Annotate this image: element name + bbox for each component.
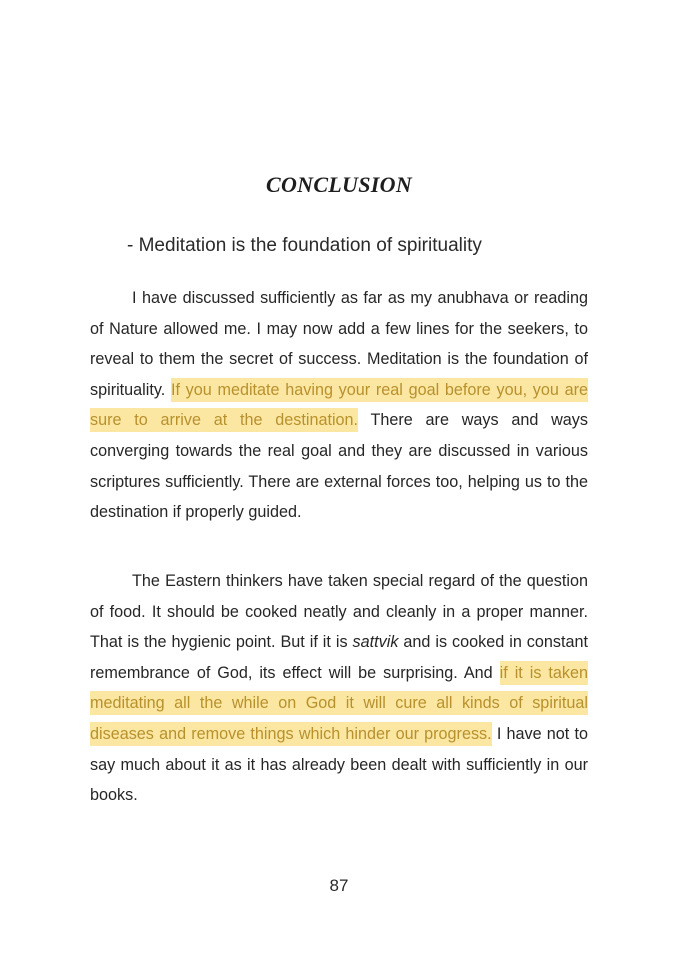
paragraph-2 — [90, 566, 588, 811]
paragraph-1-highlight: If you meditate having your real goal before you, you are sure to arrive at the destination. — [90, 378, 588, 433]
chapter-title: CONCLUSION — [265, 172, 413, 197]
paragraph-2-text-a: The Eastern thinkers have taken special regard of the question of food. It should be cooked neatly and cleanly in a proper manner. That is the hygienic point. But if it is — [90, 572, 588, 652]
paragraph-2-italic-term: sattvik — [352, 633, 399, 652]
paragraph-2-highlight: if it is taken meditating all the while on God it will cure all kinds of spiritual diseases and remove things which hinder our progress. — [90, 661, 588, 746]
paragraph-2-text-c: I have not to say much about it as it has already been dealt with sufficiently in our books. — [90, 724, 588, 805]
paragraph-2-text-b: and is cooked in constant remembrance of God, its effect will be surprising. And — [90, 633, 588, 682]
page-number: 87 — [329, 876, 349, 895]
paragraph-1-text-b: There are ways and ways converging towards the real goal and they are discussed in various scriptures sufficiently. There are external forces too, helping us to the destination if properly guided. — [90, 411, 588, 522]
paragraph-1 — [90, 283, 588, 528]
paragraph-1-text-a: I have discussed sufficiently as far as my anubhava or reading of Nature allowed me. I may now add a few lines for the seekers, to reveal to them the secret of success. Meditation is the foundation of spirituality. — [90, 289, 588, 399]
chapter-subtitle: - Meditation is the foundation of spirituality — [127, 235, 482, 256]
